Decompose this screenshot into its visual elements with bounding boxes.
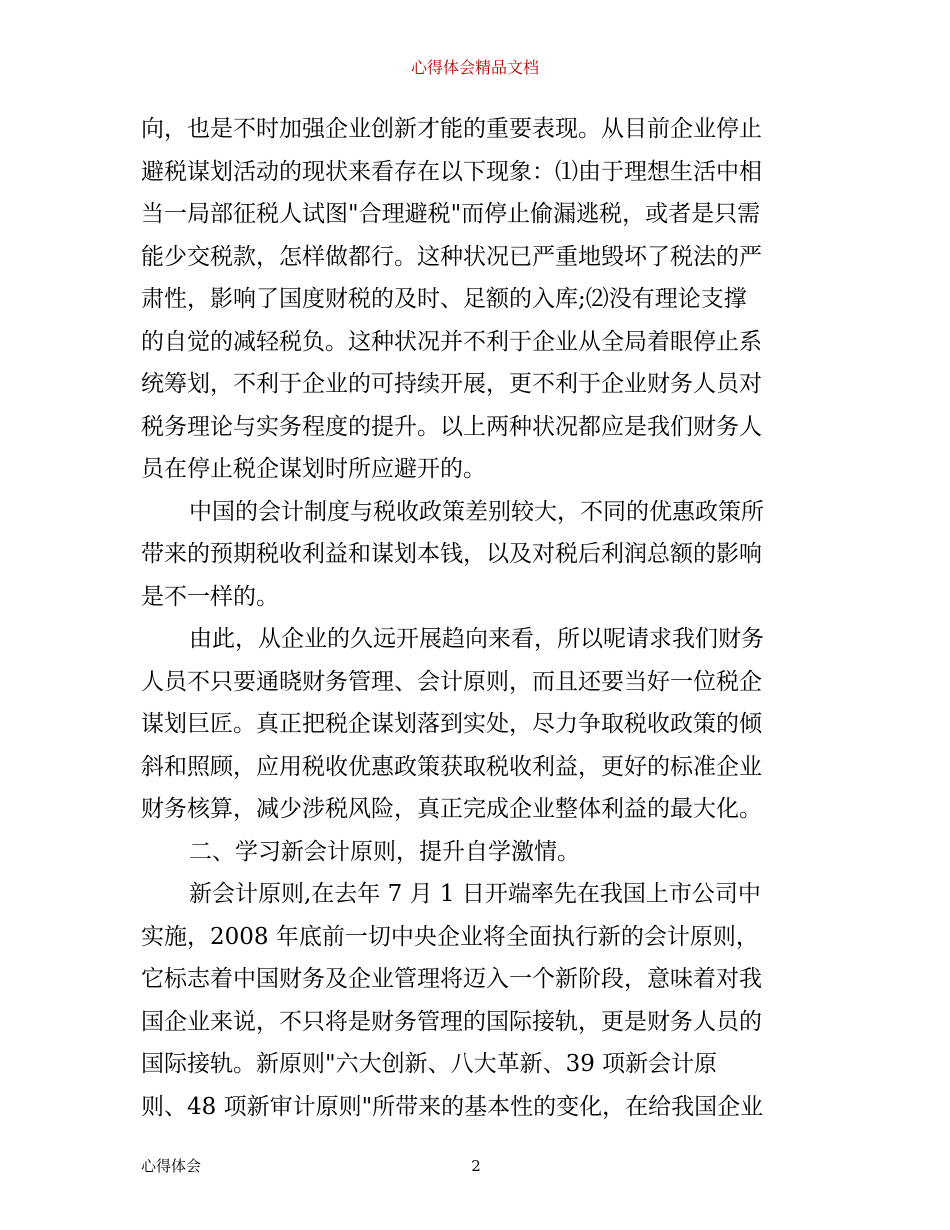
text-line: 避税谋划活动的现状来看存在以下现象：⑴由于理想生活中相 bbox=[141, 158, 762, 185]
text-line: 则、48 项新审计原则"所带来的基本性的变化，在给我国企业 bbox=[141, 1093, 764, 1120]
text-line: 斜和照顾，应用税收优惠政策获取税收利益，更好的标准企业 bbox=[141, 753, 762, 780]
text-line: 由此，从企业的久远开展趋向来看，所以呢请求我们财务 bbox=[189, 626, 764, 652]
text-line: 能少交税款，怎样做都行。这种状况已严重地毁坏了税法的严 bbox=[141, 243, 762, 270]
document-body bbox=[141, 108, 821, 1128]
text-line: 向，也是不时加强企业创新才能的重要表现。从目前企业停止 bbox=[141, 116, 762, 142]
text-line: 二、学习新会计原则，提升自学激情。 bbox=[189, 838, 580, 865]
page-header-title: 心得体会精品文档 bbox=[410, 58, 539, 77]
text-line: 谋划巨匠。真正把税企谋划落到实处，尽力争取税收政策的倾 bbox=[141, 711, 762, 737]
text-line: 统筹划，不利于企业的可持续开展，更不利于企业财务人员对 bbox=[141, 371, 762, 397]
text-line: 国企业来说，不只将是财务管理的国际接轨，更是财务人员的 bbox=[141, 1008, 762, 1035]
text-line: 实施，2008 年底前一切中央企业将全面执行新的会计原则， bbox=[141, 923, 759, 950]
text-line: 国际接轨。新原则"六大创新、八大革新、39 项新会计原 bbox=[141, 1051, 718, 1077]
text-line: 当一局部征税人试图"合理避税"而停止偷漏逃税，或者是只需 bbox=[141, 201, 761, 227]
footer-label: 心得体会 bbox=[141, 1157, 202, 1175]
text-line: 它标志着中国财务及企业管理将迈入一个新阶段，意味着对我 bbox=[141, 966, 762, 992]
text-line: 人员不只要通晓财务管理、会计原则，而且还要当好一位税企 bbox=[141, 668, 762, 695]
text-line: 财务核算，减少涉税风险，真正完成企业整体利益的最大化。 bbox=[141, 796, 762, 822]
text-line: 肃性，影响了国度财税的及时、足额的入库;⑵没有理论支撑 bbox=[141, 286, 747, 312]
text-line: 中国的会计制度与税收政策差别较大，不同的优惠政策所 bbox=[189, 498, 764, 525]
text-line: 税务理论与实务程度的提升。以上两种状况都应是我们财务人 bbox=[141, 413, 762, 440]
text-line: 带来的预期税收利益和谋划本钱，以及对税后利润总额的影响 bbox=[141, 541, 762, 567]
text-line: 新会计原则,在去年 7 月 1 日开端率先在我国上市公司中 bbox=[189, 881, 761, 907]
page-number: 2 bbox=[471, 1157, 481, 1175]
text-line: 是不一样的。 bbox=[141, 583, 279, 610]
text-line: 员在停止税企谋划时所应避开的。 bbox=[141, 456, 486, 482]
text-line: 的自觉的减轻税负。这种状况并不利于企业从全局着眼停止系 bbox=[141, 328, 762, 355]
